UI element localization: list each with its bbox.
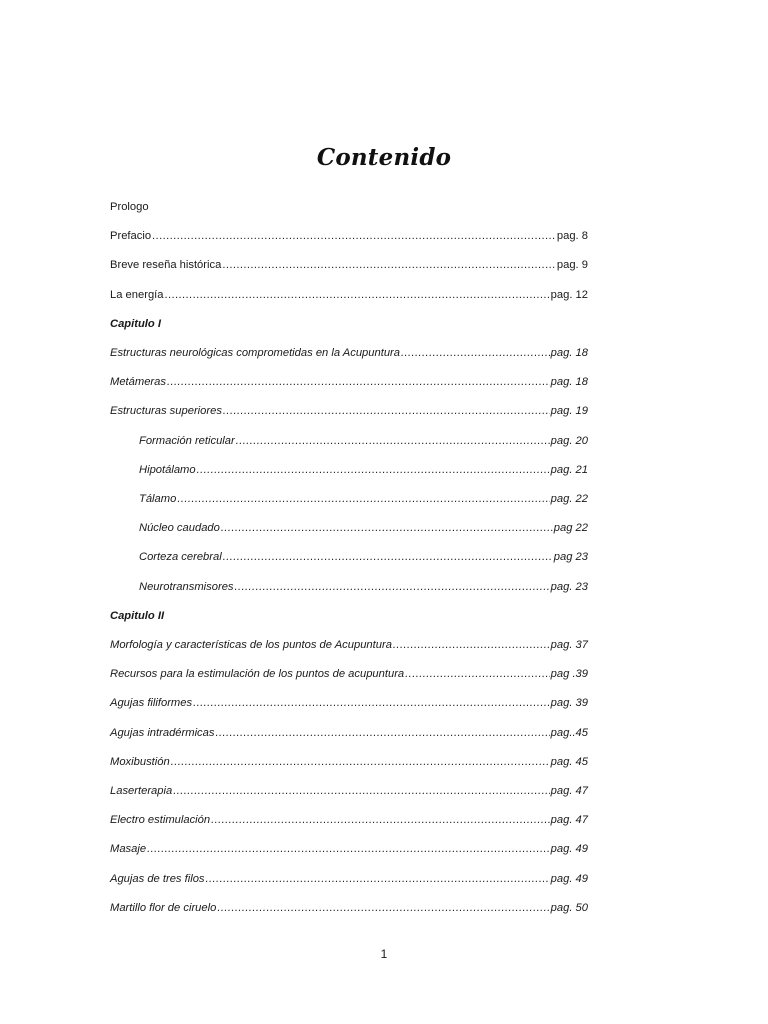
toc-leader-dots <box>222 257 556 273</box>
toc-entry-title: Tálamo <box>139 493 177 505</box>
toc-entry-title: Capitulo I <box>110 317 161 330</box>
toc-leader-dots <box>405 666 550 682</box>
toc-entry-page: pag .39 <box>550 668 588 681</box>
toc-entry-page: pag. 22 <box>550 493 588 505</box>
toc-entry <box>110 345 588 361</box>
toc-leader-dots <box>206 871 550 887</box>
toc-entry-title: Neurotransmisores <box>139 580 234 593</box>
toc-entry <box>110 725 588 741</box>
toc-entry <box>139 549 588 565</box>
toc-entry <box>110 374 588 390</box>
toc-leader-dots <box>235 579 550 595</box>
toc-entry <box>110 403 588 419</box>
toc-entry-title: Prefacio <box>110 230 152 243</box>
toc-entry-title: Metámeras <box>110 376 166 389</box>
toc-entry-title: Moxibustión <box>110 755 170 768</box>
toc-heading <box>110 316 161 332</box>
page-number: 1 <box>380 947 388 961</box>
toc-entry <box>139 462 588 478</box>
toc-leader-dots <box>401 345 550 361</box>
toc-entry-page: pag. 12 <box>550 288 588 301</box>
toc-entry-page: pag. 39 <box>550 697 588 710</box>
toc-entry-title: Hipotálamo <box>139 463 196 476</box>
toc-entry <box>110 900 588 916</box>
toc-entry <box>110 812 588 828</box>
toc-entry-title: Capitulo II <box>110 609 165 622</box>
toc-entry-title: Corteza cerebral <box>139 551 222 564</box>
toc-entry-title: Agujas intradérmicas <box>110 726 215 739</box>
toc-entry-page: pag. 8 <box>556 230 588 243</box>
toc-entry-title: Prologo <box>110 201 149 213</box>
toc-entry <box>110 783 588 799</box>
toc-leader-dots <box>152 228 556 244</box>
toc-entry <box>110 666 588 682</box>
toc-entry-title: La energía <box>110 288 164 301</box>
toc-entry-title: Agujas filiformes <box>110 697 193 710</box>
toc-entry-page: pag. 45 <box>550 755 588 768</box>
toc-leader-dots <box>211 812 550 828</box>
toc-entry-title: Estructuras neurológicas comprometidas en la Acupuntura <box>110 347 400 359</box>
toc-entry-title: Laserterapia <box>110 785 173 797</box>
toc-entry <box>139 579 588 595</box>
toc-entry-title: Martillo flor de ciruelo <box>110 901 217 914</box>
toc-heading <box>110 199 149 215</box>
toc-entry-page: pag. 49 <box>550 843 588 856</box>
page-title: Contenido <box>316 144 452 171</box>
toc-entry-page: pag. 50 <box>550 901 588 914</box>
toc-entry <box>139 520 588 536</box>
toc-leader-dots <box>393 637 550 653</box>
toc-leader-dots <box>197 462 550 478</box>
toc-leader-dots <box>147 841 550 857</box>
toc-entry-title: Masaje <box>110 843 147 856</box>
toc-entry-page: pag. 18 <box>550 347 588 359</box>
toc-entry <box>139 491 588 507</box>
toc-leader-dots <box>221 520 553 536</box>
toc-entry <box>110 637 588 653</box>
toc-entry-title: Núcleo caudado <box>139 522 220 535</box>
toc-leader-dots <box>217 900 549 916</box>
toc-leader-dots <box>215 725 549 741</box>
toc-entry-title: Agujas de tres filos <box>110 872 205 885</box>
toc-heading <box>110 608 164 624</box>
toc-entry-page: pag. 19 <box>550 405 588 418</box>
toc-entry <box>110 228 588 244</box>
toc-entry-title: Formación reticular <box>139 434 235 447</box>
toc-entry-page: pag. 47 <box>550 814 588 827</box>
toc-entry <box>139 433 588 449</box>
toc-entry-page: pag. 21 <box>550 463 588 476</box>
toc-entry-page: pag. 47 <box>550 785 588 797</box>
toc-leader-dots <box>223 549 553 565</box>
toc-entry-page: pag. 23 <box>550 580 588 593</box>
toc-leader-dots <box>173 783 549 799</box>
toc-entry-page: pag 22 <box>553 522 588 535</box>
toc-entry <box>110 754 588 770</box>
toc-entry <box>110 287 588 303</box>
toc-entry-page: pag. 18 <box>550 376 588 389</box>
toc-entry-title: Breve reseña histórica <box>110 259 222 272</box>
toc-entry-page: pag. 37 <box>550 639 588 651</box>
toc-leader-dots <box>167 374 550 390</box>
toc-leader-dots <box>193 695 550 711</box>
toc-entry-page: pag. 20 <box>550 434 588 447</box>
toc-entry-page: pag 23 <box>553 551 588 564</box>
toc-entry-title: Estructuras superiores <box>110 405 222 418</box>
toc-entry-title: Electro estimulación <box>110 814 211 827</box>
toc-entry-page: pag..45 <box>550 726 588 739</box>
toc-entry-page: pag. 49 <box>550 872 588 885</box>
toc-entry-title: Recursos para la estimulación de los puntos de acupuntura <box>110 668 405 681</box>
toc-entry <box>110 841 588 857</box>
toc-entry <box>110 871 588 887</box>
toc-leader-dots <box>236 433 550 449</box>
toc-leader-dots <box>171 754 550 770</box>
toc-entry <box>110 257 588 273</box>
toc-leader-dots <box>177 491 549 507</box>
toc-leader-dots <box>223 403 550 419</box>
toc-leader-dots <box>165 287 550 303</box>
toc-entry-title: Morfología y características de los puntos de Acupuntura <box>110 639 392 651</box>
toc-entry-page: pag. 9 <box>556 259 588 272</box>
toc-entry <box>110 695 588 711</box>
